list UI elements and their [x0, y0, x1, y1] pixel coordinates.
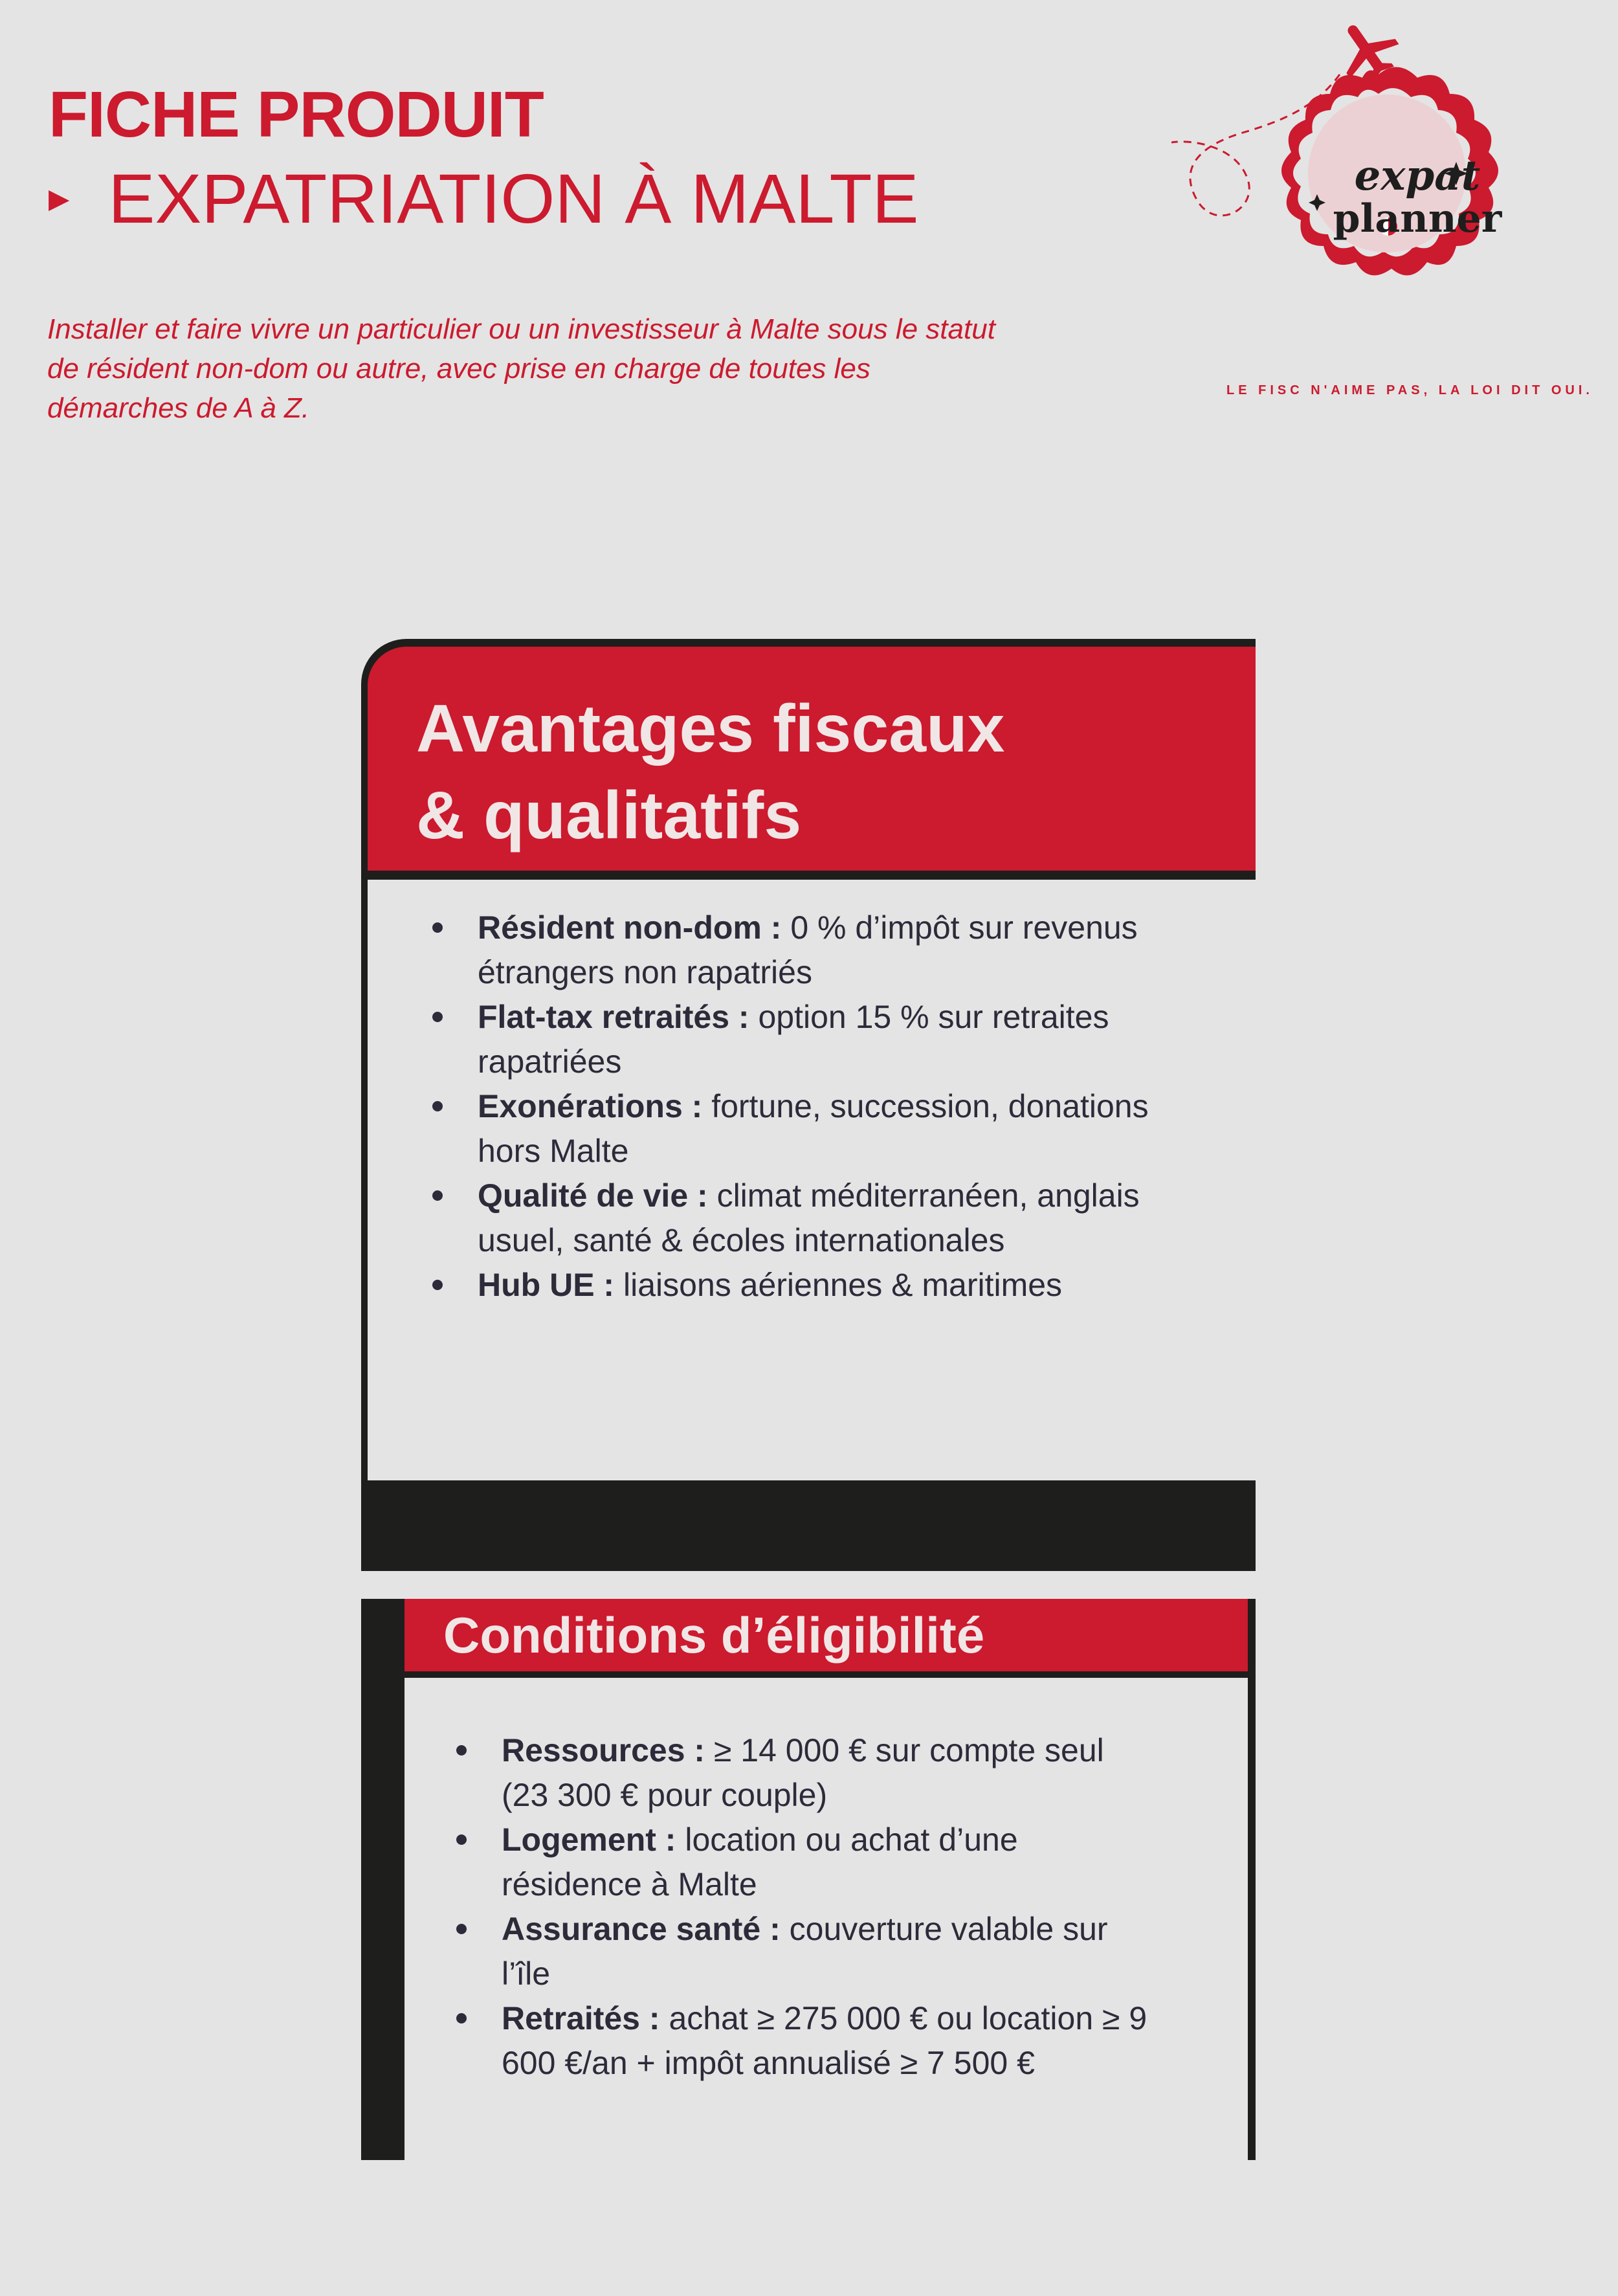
page-subtitle [49, 159, 919, 238]
list-item [432, 1263, 1196, 1308]
eligibility-heading: Conditions d’éligibilité [443, 1607, 985, 1664]
list-item-label: Exonérations : [478, 1088, 703, 1124]
eligibility-card [361, 1599, 1256, 2160]
list-item-label: Flat-tax retraités : [478, 999, 749, 1035]
page-subtitle-text: EXPATRIATION À MALTE [108, 159, 919, 238]
list-item [432, 1084, 1196, 1174]
list-item-label: Qualité de vie : [478, 1177, 708, 1214]
list-item-text: location ou achat d’une résidence à Malte [502, 1822, 1018, 1902]
slogan: LE FISC N'AIME PAS, LA LOI DIT OUI. [1226, 383, 1593, 397]
list-item-text: couverture valable sur l’île [502, 1911, 1108, 1992]
eligibility-card-body [404, 1678, 1248, 2160]
list-item [432, 995, 1196, 1084]
advantages-heading-line1: Avantages fiscaux [416, 691, 1005, 766]
advantages-heading-line2: & qualitatifs [416, 778, 802, 853]
list-item-label: Résident non-dom : [478, 909, 782, 946]
logo-line2: planner [1333, 196, 1502, 241]
advantages-card [361, 639, 1256, 1571]
intro-paragraph: Installer et faire vivre un particulier ou un investisseur à Malte sous le statut de résident non-dom ou autre, avec prise en charge de toutes les démarches de A à Z. [47, 313, 995, 424]
list-item-label: Assurance santé : [502, 1911, 781, 1947]
page-title: FICHE PRODUIT [49, 78, 544, 151]
list-item [456, 1996, 1155, 2086]
list-item [456, 1728, 1155, 1818]
list-item-label: Logement : [502, 1822, 676, 1858]
list-item-text: fortune, succession, donations hors Malte [478, 1088, 1149, 1169]
list-item [456, 1907, 1155, 1996]
advantages-heading [416, 685, 1225, 859]
advantages-card-body [368, 880, 1256, 1480]
list-item-text: option 15 % sur retraites rapatriées [478, 999, 1109, 1080]
list-item-text: 0 % d’impôt sur revenus étrangers non rapatriés [478, 909, 1138, 990]
list-item-text: ≥ 14 000 € sur compte seul (23 300 € pour couple) [502, 1732, 1104, 1813]
advantages-card-header [368, 647, 1256, 871]
list-item-text: liaisons aériennes & maritimes [623, 1267, 1063, 1303]
list-item [432, 1174, 1196, 1263]
advantages-list [432, 906, 1196, 1308]
logo-wordmark [1320, 151, 1514, 241]
list-item [432, 906, 1196, 995]
list-item-label: Ressources : [502, 1732, 705, 1768]
eligibility-card-header [404, 1599, 1248, 1671]
list-item-label: Hub UE : [478, 1267, 615, 1303]
list-item [456, 1818, 1155, 1907]
list-item-text: achat ≥ 275 000 € ou location ≥ 9 600 €/an + impôt annualisé ≥ 7 500 € [502, 2000, 1147, 2081]
logo-line1: expat [1354, 151, 1481, 200]
eligibility-list [456, 1728, 1155, 2086]
list-item-label: Retraités : [502, 2000, 660, 2036]
list-item-text: climat méditerranéen, anglais usuel, santé & écoles internationales [478, 1177, 1140, 1258]
play-arrow-icon: ▶ [49, 183, 70, 214]
